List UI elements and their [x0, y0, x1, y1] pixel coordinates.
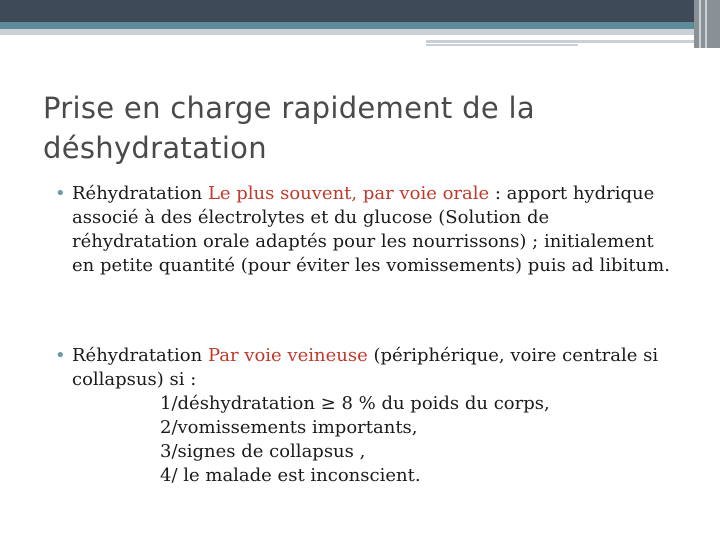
bullet-marker: •: [55, 345, 66, 366]
criteria-item: 2/vomissements importants,: [160, 417, 418, 438]
header-band: [0, 0, 720, 22]
title-line: Prise en charge rapidement de la: [43, 91, 535, 125]
criteria-item: 1/déshydratation ≥ 8 % du poids du corps,: [160, 393, 550, 414]
bullet-lead: Réhydratation: [72, 345, 208, 366]
corner-stripe: [705, 0, 707, 48]
criteria-item: 4/ le malade est inconscient.: [160, 465, 421, 486]
bullet-marker: •: [55, 183, 66, 204]
criteria-item: 3/signes de collapsus ,: [160, 441, 366, 462]
corner-stripe: [699, 0, 701, 48]
bullet-highlight: Le plus souvent, par voie orale: [207, 183, 490, 204]
header-thin-line: [426, 40, 720, 43]
slide-title: [43, 88, 683, 168]
bullet-body: : apport hydrique associé à des électrolytes et du glucose (Solution de réhydratation orale adaptés pour les nourrissons) ; initialement en petite quantité (pour éviter les vomissements) puis ad libitum.: [72, 183, 670, 276]
bullet-highlight: Par voie veineuse: [207, 345, 368, 366]
bullet-text: [72, 344, 672, 488]
bullet-body: (périphérique, voire centrale si collapsus) si :: [72, 345, 659, 390]
title-line: déshydratation: [43, 131, 267, 165]
bullet-lead: Réhydratation: [72, 183, 208, 204]
header-accent-band: [0, 22, 720, 29]
corner-decoration: [694, 0, 720, 48]
bullet-text: [72, 182, 672, 278]
header-short-line: [426, 44, 578, 46]
